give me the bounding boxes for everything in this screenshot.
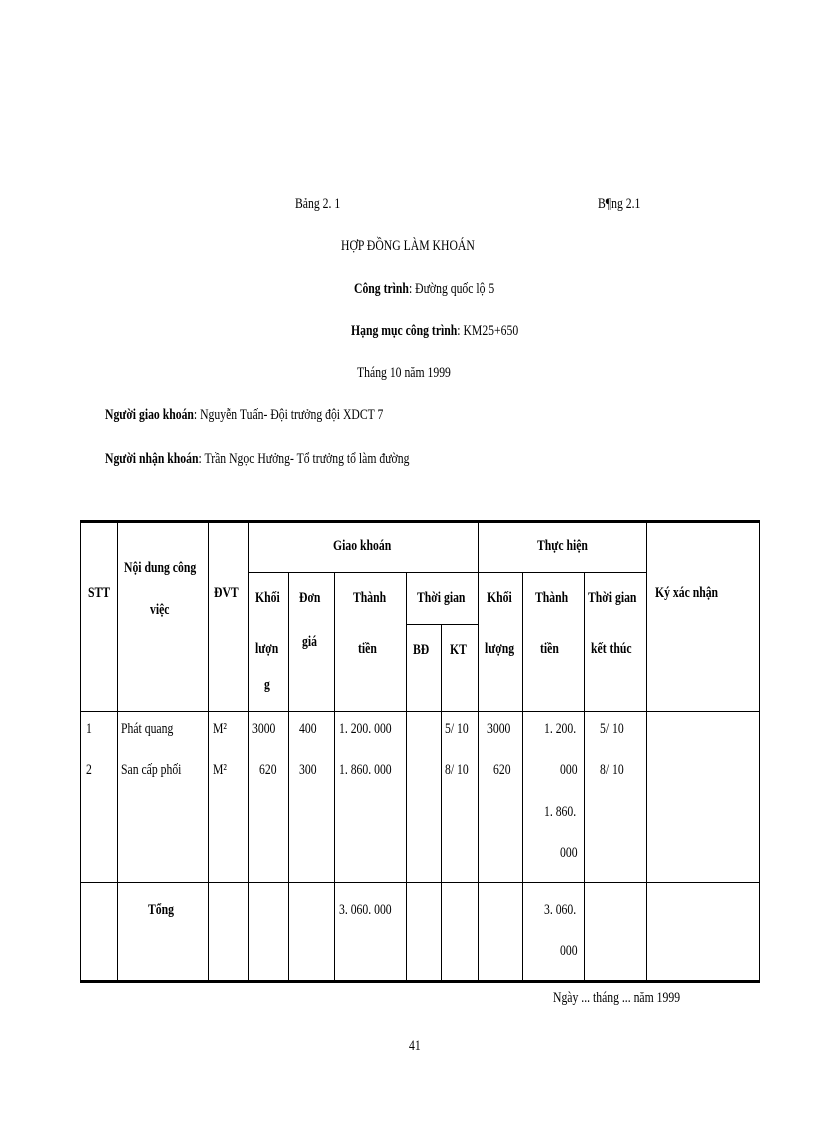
col-line-1 [117,520,118,983]
header-actual-amount-2: tiền [540,641,559,657]
header-unit: ĐVT [214,585,239,601]
row1-end: 5/ 10 [445,721,469,737]
giver-line [105,407,462,424]
col-line-3 [248,520,249,983]
col-line-10 [584,572,585,983]
giver-value: : Nguyễn Tuấn- Đội trưởng đội XDCT 7 [193,407,384,423]
header-divider-time [406,624,478,625]
table-top-border [80,520,760,523]
header-contract: Giao khoán [333,538,392,554]
header-actual-time-2: kết thúc [591,641,632,657]
header-actual: Thực hiện [537,538,588,554]
header-price-1: Đơn [299,590,321,606]
row2-qty: 620 [259,762,277,778]
header-qty-3: g [264,677,270,693]
col-line-9 [522,572,523,983]
date-line: Tháng 10 năm 1999 [357,365,451,381]
table-caption-right: B¶ng 2.1 [598,196,641,212]
project-label: Công trình [354,281,409,297]
signature-date: Ngày ... tháng ... năm 1999 [553,990,681,1006]
header-qty-2: lượn [255,641,279,657]
col-line-5 [334,572,335,983]
header-actual-amount-1: Thành [535,590,569,606]
row2-name: San cấp phối [121,762,182,778]
contract-table [80,520,760,984]
row1-unit: M² [213,721,227,737]
row2-actual-amount-1: 1. 860. [544,804,577,820]
row1-actual-time: 5/ 10 [600,721,624,737]
row2-price: 300 [299,762,317,778]
header-actual-qty-2: lượng [485,641,515,657]
item-label: Hạng mục công trình [351,323,458,339]
row1-qty: 3000 [252,721,276,737]
row1-actual-amount-1: 1. 200. [544,721,577,737]
table-caption-left: Bảng 2. 1 [295,196,341,212]
project-line [354,281,534,298]
item-line [351,323,565,340]
header-content-1: Nội dung công [124,560,197,576]
row2-amount: 1. 860. 000 [339,762,392,778]
total-label: Tổng [148,902,175,918]
header-amount-1: Thành [353,590,387,606]
header-sign: Ký xác nhận [655,585,719,601]
receiver-label: Người nhận khoán [105,451,199,467]
row2-end: 8/ 10 [445,762,469,778]
header-price-2: giá [302,634,317,650]
header-start: BĐ [413,642,430,658]
col-line-4 [288,572,289,983]
col-line-0 [80,520,81,983]
page-number: 41 [409,1038,421,1054]
row1-name: Phát quang [121,721,174,737]
header-stt: STT [88,585,111,601]
row2-unit: M² [213,762,227,778]
total-actual-amount-1: 3. 060. [544,902,577,918]
header-amount-2: tiền [358,641,377,657]
header-qty-1: Khối [255,590,280,606]
col-line-2 [208,520,209,983]
row1-price: 400 [299,721,317,737]
row2-actual-amount-2: 000 [560,845,578,861]
row2-actual-time: 8/ 10 [600,762,624,778]
col-line-12 [759,520,760,983]
header-actual-time-1: Thời gian [588,590,637,606]
header-content-2: việc [150,602,170,618]
project-value: : Đường quốc lộ 5 [408,281,495,297]
item-value: : KM25+650 [457,323,519,339]
col-line-7 [441,624,442,983]
giver-label: Người giao khoán [105,407,194,423]
row1-stt: 1 [86,721,92,737]
header-bottom-line [80,711,760,712]
row2-stt: 2 [86,762,92,778]
receiver-line [105,451,495,468]
total-amount: 3. 060. 000 [339,902,392,918]
row2-actual-qty: 620 [493,762,511,778]
header-end: KT [450,642,467,658]
total-actual-amount-2: 000 [560,943,578,959]
receiver-value: : Trần Ngọc Hưởng- Tổ trưởng tổ làm đường [198,451,410,467]
row1-actual-amount-2: 000 [560,762,578,778]
table-bottom-border [80,980,760,983]
row1-actual-qty: 3000 [487,721,511,737]
total-row-line [80,882,760,883]
header-time: Thời gian [417,590,466,606]
row1-amount: 1. 200. 000 [339,721,392,737]
document-title: HỢP ĐỒNG LÀM KHOÁN [341,238,475,254]
header-actual-qty-1: Khối [487,590,512,606]
header-divider-1 [248,572,646,573]
